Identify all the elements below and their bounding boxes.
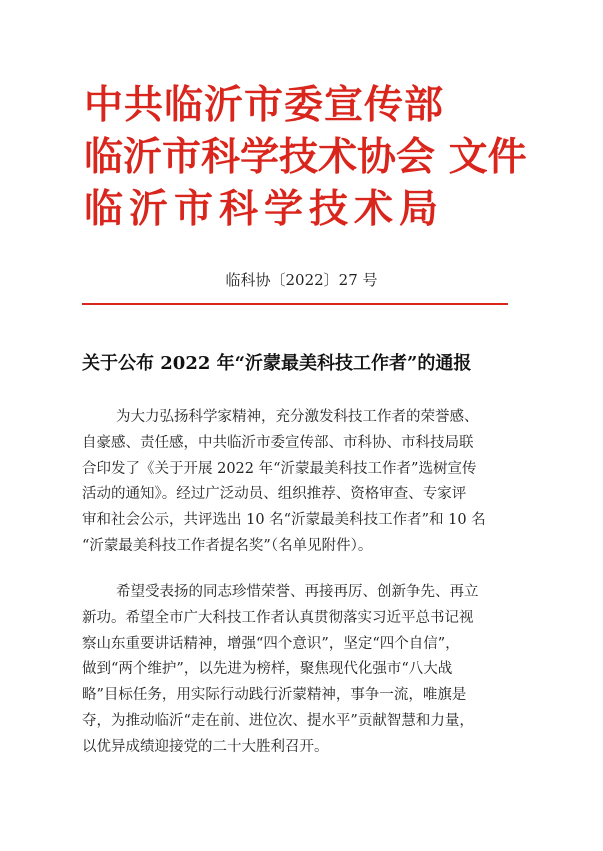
paragraph-line: 活动的通知》。经过广泛动员、组织推荐、资格审查、专家评 (82, 486, 467, 503)
document-number: 临科协〔2022〕27 号 (225, 271, 378, 289)
paragraph-line: 略”目标任务，用实际行动践行沂蒙精神，事争一流，唯旗是 (82, 687, 467, 704)
paragraph-line: 以优异成绩迎接党的二十大胜利召开。 (82, 738, 329, 755)
paragraph-line: 审和社会公示，共评选出 10 名“沂蒙最美科技工作者”和 10 名 (82, 512, 486, 529)
issuer-line-propaganda-dept: 中共临沂市委宣传部 (84, 82, 445, 128)
issuer-line-science-bureau: 临沂市科学技术局 (84, 186, 445, 232)
paragraph-line: 察山东重要讲话精神，增强“四个意识”，坚定“四个自信”， (82, 635, 460, 652)
paragraph-line: 夺，为推动临沂“走在前、进位次、提水平”贡献智慧和力量， (82, 712, 474, 729)
paragraph-line: 做到“两个维护”，以先进为榜样，聚焦现代化强市“八大战 (82, 661, 453, 678)
paragraph-1 (82, 405, 522, 560)
paragraph-line: 为大力弘扬科学家精神，充分激发科技工作者的荣誉感、 (116, 409, 479, 425)
issuer-line-science-association: 临沂市科学技术协会 文件 (84, 134, 527, 180)
paragraph-line: 希望受表扬的同志珍惜荣誉、再接再厉、创新争先、再立 (116, 584, 479, 600)
red-divider-line (82, 303, 508, 305)
paragraph-line: 自豪感、责任感，中共临沂市委宣传部、市科协、市科技局联 (82, 434, 474, 451)
paragraph-line: “沂蒙最美科技工作者提名奖”（名单见附件）。 (82, 537, 373, 554)
document-title: 关于公布 2022 年“沂蒙最美科技工作者”的通报 (82, 353, 472, 374)
paragraph-line: 新功。希望全市广大科技工作者认真贯彻落实习近平总书记视 (82, 609, 474, 626)
paragraph-line: 合印发了《关于开展 2022 年“沂蒙最美科技工作者”选树宣传 (82, 460, 477, 477)
paragraph-2 (82, 580, 522, 761)
